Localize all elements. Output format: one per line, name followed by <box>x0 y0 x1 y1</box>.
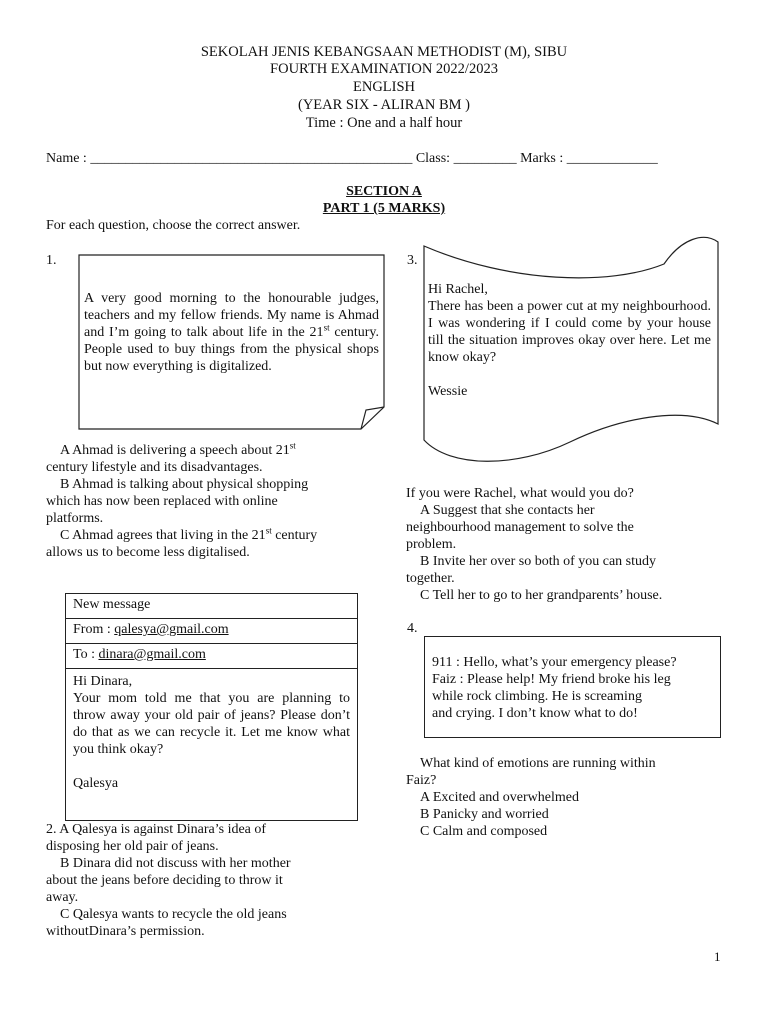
q1-option-a-cont: century lifestyle and its disadvantages. <box>46 460 263 475</box>
exam-title: FOURTH EXAMINATION 2022/2023 <box>270 61 498 77</box>
email-from-row <box>66 619 357 644</box>
q3-option-a[interactable]: A Suggest that she contacts her <box>420 503 595 518</box>
q2-option-c-cont: withoutDinara’s permission. <box>46 924 205 939</box>
q4-option-c[interactable]: C Calm and composed <box>420 824 548 839</box>
class-label: Class: <box>415 151 454 166</box>
q2-option-a-cont: disposing her old pair of jeans. <box>46 839 219 854</box>
question-4-block <box>406 755 726 840</box>
q4-question-cont: Faiz? <box>406 773 437 788</box>
question-3-number: 3. <box>407 253 418 268</box>
subject: ENGLISH <box>352 79 416 95</box>
year-class: (YEAR SIX - ALIRAN BM ) <box>298 97 470 113</box>
letter-signoff: Wessie <box>428 384 468 399</box>
exam-time: Time : One and a half hour <box>305 115 463 131</box>
question-4-number: 4. <box>407 621 418 636</box>
dialogue-line-faiz-cont2: and crying. I don’t know what to do! <box>432 706 638 721</box>
q1-option-b-cont: which has now been replaced with online <box>46 494 278 509</box>
q2-option-c[interactable]: C Qalesya wants to recycle the old jeans <box>60 907 287 922</box>
page-number: 1 <box>714 949 721 964</box>
question-1-number: 1. <box>46 253 57 268</box>
email-message <box>65 593 358 821</box>
email-title: New message <box>66 594 357 619</box>
q1-option-c-cont: allows us to become less digitalised. <box>46 545 250 560</box>
class-field[interactable]: _________ <box>453 151 517 166</box>
q2-option-a[interactable]: 2. A Qalesya is against Dinara’s idea of <box>46 822 267 837</box>
dialogue-line-faiz-cont: while rock climbing. He is screaming <box>432 689 642 704</box>
section-title: SECTION A <box>346 184 422 199</box>
question-1-options <box>46 442 366 561</box>
part-title: PART 1 (5 MARKS) <box>322 201 446 216</box>
letter-greeting: Hi Rachel, <box>428 282 488 297</box>
email-body-text: Your mom told me that you are planning to throw away your old pair of jeans? Please don’t do that as we can recycle it. Let me know what you think okay? <box>73 691 350 757</box>
school-name: SEKOLAH JENIS KEBANGSAAN METHODIST (M), SIBU <box>200 44 568 60</box>
student-info-line <box>46 150 658 167</box>
q4-option-b[interactable]: B Panicky and worried <box>420 807 549 822</box>
question-2-options <box>46 821 366 940</box>
dialogue-line-faiz: Faiz : Please help! My friend broke his leg <box>432 672 671 687</box>
from-label: From : <box>73 622 115 637</box>
q3-option-b[interactable]: B Invite her over so both of you can study <box>420 554 657 569</box>
q4-option-a[interactable]: A Excited and overwhelmed <box>420 790 580 805</box>
q2-option-b[interactable]: B Dinara did not discuss with her mother <box>60 856 291 871</box>
letter-content <box>428 281 711 400</box>
from-address[interactable]: qalesya@gmail.com <box>114 622 229 637</box>
marks-field[interactable]: _____________ <box>566 151 658 166</box>
q1-option-b[interactable]: B Ahmad is talking about physical shopping <box>60 477 309 492</box>
name-label: Name : <box>46 151 91 166</box>
to-address[interactable]: dinara@gmail.com <box>98 647 206 662</box>
dialogue-line-911: 911 : Hello, what’s your emergency please? <box>432 655 677 670</box>
marks-label: Marks : <box>520 151 567 166</box>
email-signoff: Qalesya <box>73 776 119 791</box>
question-3-block <box>406 485 726 604</box>
q1-option-c[interactable]: C Ahmad agrees that living in the 21st century <box>60 525 318 543</box>
letter-body: There has been a power cut at my neighbourhood. I was wondering if I could come by your house till the situation improves okay over here. Let me know okay? <box>428 299 711 365</box>
dialogue-box <box>424 636 721 738</box>
q3-option-c[interactable]: C Tell her to go to her grandparents’ house. <box>420 588 663 603</box>
q1-option-b-cont2: platforms. <box>46 511 104 526</box>
email-to-row <box>66 644 357 669</box>
to-label: To : <box>73 647 99 662</box>
q2-option-b-cont: about the jeans before deciding to throw it <box>46 873 283 888</box>
q1-option-a[interactable]: A Ahmad is delivering a speech about 21st <box>60 440 296 458</box>
q3-option-a-cont: neighbourhood management to solve the <box>406 520 634 535</box>
name-field[interactable]: ______________________________________________ <box>90 151 413 166</box>
instruction: For each question, choose the correct answer. <box>46 218 301 233</box>
email-greeting: Hi Dinara, <box>73 674 133 689</box>
email-body <box>66 669 357 820</box>
q2-option-b-cont2: away. <box>46 890 79 905</box>
speech-text: A very good morning to the honourable judges, teachers and my fellow friends. My name is Ahmad and I’m going to talk about life in the 21st century. People used to buy things from the physical shops but now everything is digitalized. <box>84 291 379 374</box>
q3-option-b-cont: together. <box>406 571 455 586</box>
q3-option-a-cont2: problem. <box>406 537 457 552</box>
q3-question: If you were Rachel, what would you do? <box>406 486 634 501</box>
q4-question: What kind of emotions are running within <box>420 756 656 771</box>
